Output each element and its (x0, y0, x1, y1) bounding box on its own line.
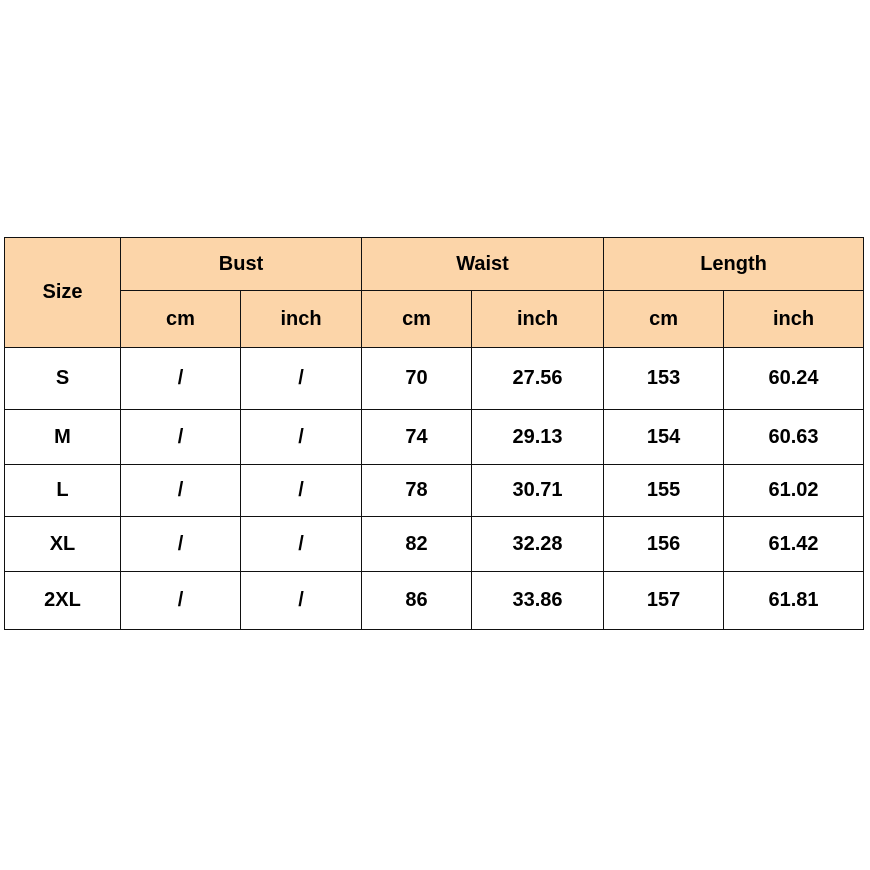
cell-size: L (5, 465, 121, 517)
cell-bust-cm: / (121, 465, 241, 517)
header-waist-inch: inch (472, 291, 604, 348)
cell-waist-inch: 33.86 (472, 572, 604, 630)
cell-length-cm: 157 (604, 572, 724, 630)
cell-bust-cm: / (121, 517, 241, 572)
header-length-cm: cm (604, 291, 724, 348)
cell-bust-inch: / (241, 410, 362, 465)
cell-bust-cm: / (121, 348, 241, 410)
cell-waist-cm: 78 (362, 465, 472, 517)
cell-length-inch: 61.81 (724, 572, 864, 630)
cell-length-cm: 154 (604, 410, 724, 465)
cell-bust-inch: / (241, 348, 362, 410)
cell-size: 2XL (5, 572, 121, 630)
cell-waist-cm: 74 (362, 410, 472, 465)
table-row (5, 572, 864, 630)
cell-waist-cm: 86 (362, 572, 472, 630)
header-row-units (5, 291, 864, 348)
cell-waist-inch: 27.56 (472, 348, 604, 410)
cell-length-inch: 61.42 (724, 517, 864, 572)
cell-size: M (5, 410, 121, 465)
cell-bust-inch: / (241, 517, 362, 572)
cell-waist-inch: 30.71 (472, 465, 604, 517)
cell-length-inch: 60.24 (724, 348, 864, 410)
cell-length-inch: 61.02 (724, 465, 864, 517)
header-bust: Bust (121, 238, 362, 291)
size-chart-table (4, 237, 864, 630)
header-size: Size (5, 238, 121, 348)
header-waist-cm: cm (362, 291, 472, 348)
cell-waist-cm: 82 (362, 517, 472, 572)
cell-size: S (5, 348, 121, 410)
cell-length-cm: 153 (604, 348, 724, 410)
header-bust-inch: inch (241, 291, 362, 348)
cell-waist-inch: 32.28 (472, 517, 604, 572)
header-row-groups (5, 238, 864, 291)
table-row (5, 348, 864, 410)
cell-size: XL (5, 517, 121, 572)
cell-bust-cm: / (121, 572, 241, 630)
header-length: Length (604, 238, 864, 291)
header-bust-cm: cm (121, 291, 241, 348)
table-row (5, 465, 864, 517)
cell-bust-cm: / (121, 410, 241, 465)
cell-bust-inch: / (241, 465, 362, 517)
cell-bust-inch: / (241, 572, 362, 630)
cell-length-cm: 155 (604, 465, 724, 517)
cell-waist-inch: 29.13 (472, 410, 604, 465)
cell-waist-cm: 70 (362, 348, 472, 410)
header-length-inch: inch (724, 291, 864, 348)
table-row (5, 410, 864, 465)
cell-length-inch: 60.63 (724, 410, 864, 465)
table-row (5, 517, 864, 572)
cell-length-cm: 156 (604, 517, 724, 572)
header-waist: Waist (362, 238, 604, 291)
